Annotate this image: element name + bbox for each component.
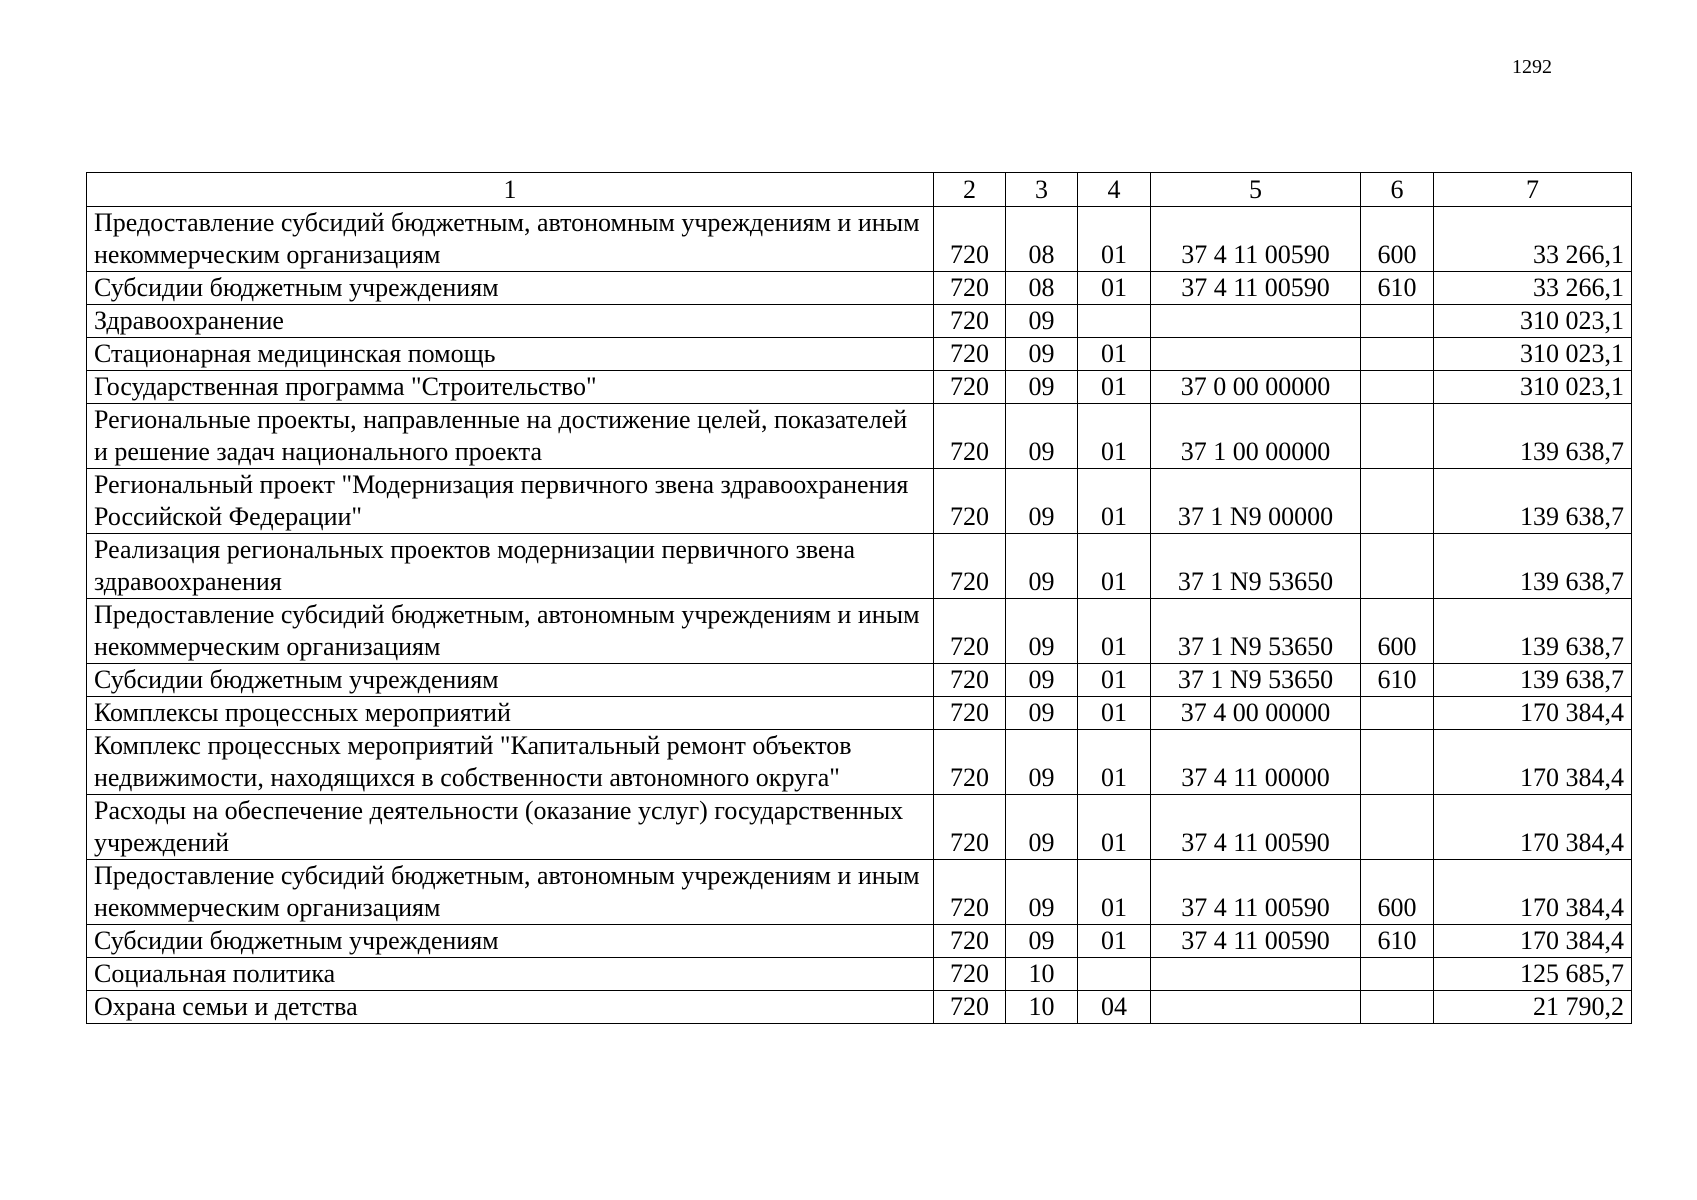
row-subsection: 01 — [1078, 599, 1151, 664]
row-name: Предоставление субсидий бюджетным, автономным учреждениям и иным некоммерческим организациям — [87, 860, 934, 925]
row-ministry: 720 — [934, 272, 1006, 305]
row-ministry: 720 — [934, 305, 1006, 338]
row-amount: 310 023,1 — [1434, 338, 1632, 371]
row-expense-type: 600 — [1361, 860, 1434, 925]
row-ministry: 720 — [934, 599, 1006, 664]
row-expense-type — [1361, 469, 1434, 534]
row-name: Комплексы процессных мероприятий — [87, 697, 934, 730]
row-expense-type — [1361, 991, 1434, 1024]
row-ministry: 720 — [934, 469, 1006, 534]
row-amount: 125 685,7 — [1434, 958, 1632, 991]
row-section: 09 — [1006, 730, 1078, 795]
header-col-1: 1 — [87, 173, 934, 207]
row-section: 09 — [1006, 404, 1078, 469]
row-ministry: 720 — [934, 371, 1006, 404]
row-expense-type — [1361, 958, 1434, 991]
row-ministry: 720 — [934, 664, 1006, 697]
row-name: Здравоохранение — [87, 305, 934, 338]
row-expense-type — [1361, 730, 1434, 795]
row-expense-type: 610 — [1361, 272, 1434, 305]
table-row — [87, 958, 1632, 991]
header-col-6: 6 — [1361, 173, 1434, 207]
table-row — [87, 469, 1632, 534]
row-target-article: 37 4 11 00590 — [1151, 860, 1361, 925]
row-amount: 170 384,4 — [1434, 860, 1632, 925]
row-amount: 310 023,1 — [1434, 305, 1632, 338]
row-target-article: 37 1 N9 53650 — [1151, 664, 1361, 697]
table-row — [87, 795, 1632, 860]
row-name: Охрана семьи и детства — [87, 991, 934, 1024]
row-subsection: 01 — [1078, 925, 1151, 958]
row-ministry: 720 — [934, 730, 1006, 795]
row-subsection: 01 — [1078, 860, 1151, 925]
row-amount: 139 638,7 — [1434, 404, 1632, 469]
row-section: 08 — [1006, 207, 1078, 272]
table-row — [87, 730, 1632, 795]
row-section: 10 — [1006, 958, 1078, 991]
row-expense-type: 600 — [1361, 599, 1434, 664]
row-expense-type — [1361, 795, 1434, 860]
table-row — [87, 305, 1632, 338]
table-row — [87, 664, 1632, 697]
row-subsection: 01 — [1078, 697, 1151, 730]
row-target-article: 37 1 N9 53650 — [1151, 534, 1361, 599]
row-target-article: 37 4 11 00000 — [1151, 730, 1361, 795]
row-ministry: 720 — [934, 991, 1006, 1024]
row-amount: 139 638,7 — [1434, 469, 1632, 534]
row-target-article: 37 4 11 00590 — [1151, 272, 1361, 305]
row-target-article: 37 0 00 00000 — [1151, 371, 1361, 404]
header-col-7: 7 — [1434, 173, 1632, 207]
page-number: 1292 — [1512, 56, 1552, 78]
row-ministry: 720 — [934, 925, 1006, 958]
row-expense-type — [1361, 305, 1434, 338]
header-row — [87, 173, 1632, 207]
row-amount: 310 023,1 — [1434, 371, 1632, 404]
table-row — [87, 860, 1632, 925]
table-row — [87, 991, 1632, 1024]
row-expense-type — [1361, 338, 1434, 371]
header-col-2: 2 — [934, 173, 1006, 207]
row-section: 09 — [1006, 664, 1078, 697]
budget-table — [86, 172, 1632, 1024]
table-row — [87, 272, 1632, 305]
row-section: 09 — [1006, 795, 1078, 860]
row-subsection — [1078, 958, 1151, 991]
table-row — [87, 925, 1632, 958]
row-section: 09 — [1006, 305, 1078, 338]
row-subsection: 01 — [1078, 371, 1151, 404]
row-amount: 139 638,7 — [1434, 534, 1632, 599]
table-row — [87, 534, 1632, 599]
table-row — [87, 338, 1632, 371]
row-amount: 33 266,1 — [1434, 272, 1632, 305]
row-target-article — [1151, 305, 1361, 338]
row-target-article — [1151, 991, 1361, 1024]
row-expense-type — [1361, 697, 1434, 730]
header-col-3: 3 — [1006, 173, 1078, 207]
row-section: 09 — [1006, 338, 1078, 371]
row-name: Предоставление субсидий бюджетным, автономным учреждениям и иным некоммерческим организациям — [87, 207, 934, 272]
row-ministry: 720 — [934, 958, 1006, 991]
row-amount: 139 638,7 — [1434, 664, 1632, 697]
row-subsection: 01 — [1078, 795, 1151, 860]
row-name: Реализация региональных проектов модернизации первичного звена здравоохранения — [87, 534, 934, 599]
row-expense-type: 610 — [1361, 664, 1434, 697]
row-ministry: 720 — [934, 404, 1006, 469]
row-amount: 170 384,4 — [1434, 795, 1632, 860]
table-row — [87, 207, 1632, 272]
row-ministry: 720 — [934, 795, 1006, 860]
row-subsection — [1078, 305, 1151, 338]
row-subsection: 01 — [1078, 338, 1151, 371]
row-target-article — [1151, 338, 1361, 371]
row-name: Субсидии бюджетным учреждениям — [87, 272, 934, 305]
row-subsection: 01 — [1078, 469, 1151, 534]
row-section: 08 — [1006, 272, 1078, 305]
row-name: Комплекс процессных мероприятий "Капитальный ремонт объектов недвижимости, находящихся в собственности автономного округа" — [87, 730, 934, 795]
row-amount: 170 384,4 — [1434, 925, 1632, 958]
row-amount: 33 266,1 — [1434, 207, 1632, 272]
row-name: Региональные проекты, направленные на достижение целей, показателей и решение задач национального проекта — [87, 404, 934, 469]
row-name: Расходы на обеспечение деятельности (оказание услуг) государственных учреждений — [87, 795, 934, 860]
row-expense-type — [1361, 371, 1434, 404]
row-expense-type: 610 — [1361, 925, 1434, 958]
row-name: Стационарная медицинская помощь — [87, 338, 934, 371]
row-target-article: 37 1 N9 53650 — [1151, 599, 1361, 664]
row-target-article: 37 4 11 00590 — [1151, 925, 1361, 958]
row-target-article: 37 1 00 00000 — [1151, 404, 1361, 469]
row-section: 09 — [1006, 469, 1078, 534]
table-row — [87, 599, 1632, 664]
row-ministry: 720 — [934, 534, 1006, 599]
header-col-4: 4 — [1078, 173, 1151, 207]
row-ministry: 720 — [934, 697, 1006, 730]
row-subsection: 01 — [1078, 730, 1151, 795]
row-ministry: 720 — [934, 207, 1006, 272]
row-section: 09 — [1006, 599, 1078, 664]
row-target-article: 37 4 11 00590 — [1151, 207, 1361, 272]
row-ministry: 720 — [934, 338, 1006, 371]
row-target-article: 37 1 N9 00000 — [1151, 469, 1361, 534]
row-section: 09 — [1006, 697, 1078, 730]
row-amount: 170 384,4 — [1434, 730, 1632, 795]
row-subsection: 01 — [1078, 404, 1151, 469]
row-name: Субсидии бюджетным учреждениям — [87, 925, 934, 958]
row-section: 09 — [1006, 860, 1078, 925]
row-expense-type — [1361, 404, 1434, 469]
row-amount: 170 384,4 — [1434, 697, 1632, 730]
row-subsection: 01 — [1078, 207, 1151, 272]
table-row — [87, 697, 1632, 730]
row-target-article: 37 4 00 00000 — [1151, 697, 1361, 730]
row-amount: 139 638,7 — [1434, 599, 1632, 664]
row-name: Социальная политика — [87, 958, 934, 991]
row-section: 09 — [1006, 371, 1078, 404]
row-section: 09 — [1006, 925, 1078, 958]
row-section: 09 — [1006, 534, 1078, 599]
header-col-5: 5 — [1151, 173, 1361, 207]
row-subsection: 01 — [1078, 534, 1151, 599]
table-row — [87, 404, 1632, 469]
row-name: Предоставление субсидий бюджетным, автономным учреждениям и иным некоммерческим организациям — [87, 599, 934, 664]
row-subsection: 04 — [1078, 991, 1151, 1024]
table-row — [87, 371, 1632, 404]
row-subsection: 01 — [1078, 664, 1151, 697]
row-section: 10 — [1006, 991, 1078, 1024]
row-target-article: 37 4 11 00590 — [1151, 795, 1361, 860]
row-name: Субсидии бюджетным учреждениям — [87, 664, 934, 697]
row-target-article — [1151, 958, 1361, 991]
row-expense-type: 600 — [1361, 207, 1434, 272]
row-amount: 21 790,2 — [1434, 991, 1632, 1024]
row-subsection: 01 — [1078, 272, 1151, 305]
row-expense-type — [1361, 534, 1434, 599]
row-name: Региональный проект "Модернизация первичного звена здравоохранения Российской Федерации" — [87, 469, 934, 534]
row-ministry: 720 — [934, 860, 1006, 925]
row-name: Государственная программа "Строительство" — [87, 371, 934, 404]
